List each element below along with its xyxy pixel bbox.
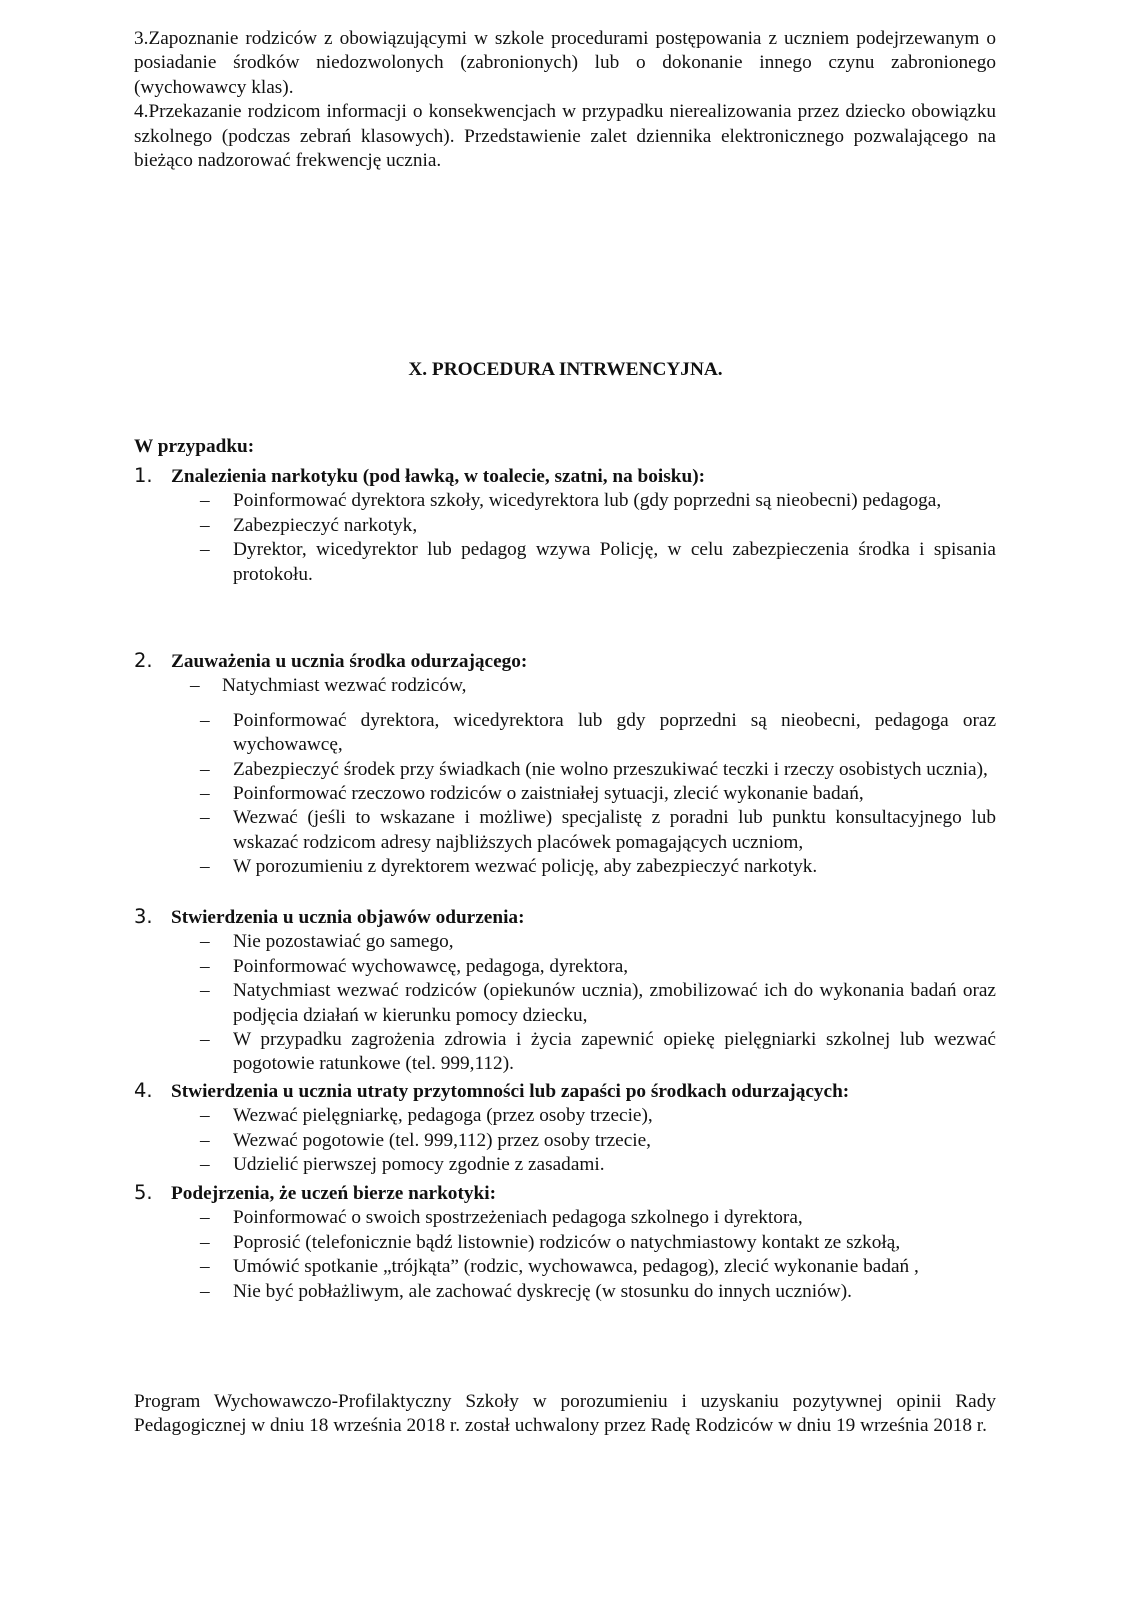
dash-bullet: – bbox=[200, 1207, 210, 1229]
procedure-step bbox=[134, 758, 996, 782]
procedure-step bbox=[134, 1231, 996, 1255]
procedure-step bbox=[134, 1028, 996, 1077]
procedure-number: 5. bbox=[134, 1181, 153, 1204]
step-text: W porozumieniu z dyrektorem wezwać policję, aby zabezpieczyć narkotyk. bbox=[233, 856, 818, 878]
procedure-number: 3. bbox=[134, 905, 153, 928]
dash-bullet: – bbox=[200, 1105, 210, 1127]
procedure-title: Zauważenia u ucznia środka odurzającego: bbox=[171, 651, 528, 672]
dash-bullet: – bbox=[200, 1256, 210, 1278]
procedure-item-5 bbox=[134, 1182, 996, 1304]
dash-bullet: – bbox=[190, 675, 200, 697]
step-text: Zabezpieczyć narkotyk, bbox=[233, 514, 418, 536]
procedure-number: 4. bbox=[134, 1079, 153, 1102]
procedure-step bbox=[134, 782, 996, 806]
dash-bullet: – bbox=[200, 1154, 210, 1176]
procedure-heading bbox=[134, 650, 996, 674]
procedure-step bbox=[134, 489, 996, 513]
procedure-number: 1. bbox=[134, 464, 153, 487]
procedure-step bbox=[134, 709, 996, 758]
procedure-step bbox=[134, 1255, 996, 1279]
procedure-step bbox=[134, 855, 996, 879]
procedure-steps bbox=[134, 1206, 996, 1304]
procedure-step bbox=[134, 514, 996, 538]
step-text: Udzielić pierwszej pomocy zgodnie z zasadami. bbox=[233, 1154, 605, 1176]
procedure-step bbox=[134, 1280, 996, 1304]
procedure-step bbox=[134, 674, 996, 698]
dash-bullet: – bbox=[200, 1280, 210, 1302]
dash-bullet: – bbox=[200, 758, 210, 780]
procedure-title: Stwierdzenia u ucznia objawów odurzenia: bbox=[171, 907, 525, 928]
procedure-item-4 bbox=[134, 1080, 996, 1178]
section-lead: W przypadku: bbox=[134, 436, 255, 457]
procedure-step bbox=[134, 806, 996, 855]
procedure-item-2 bbox=[134, 650, 996, 880]
dash-bullet: – bbox=[200, 783, 210, 805]
step-text: Poprosić (telefonicznie bądź listownie) rodziców o natychmiastowy kontakt ze szkołą, bbox=[233, 1231, 901, 1253]
procedure-step bbox=[134, 979, 996, 1028]
procedure-title: Podejrzenia, że uczeń bierze narkotyki: bbox=[171, 1183, 497, 1204]
dash-bullet: – bbox=[200, 1029, 210, 1051]
step-text: Poinformować wychowawcę, pedagoga, dyrektora, bbox=[233, 955, 629, 977]
dash-bullet: – bbox=[200, 1231, 210, 1253]
step-text: Natychmiast wezwać rodziców, bbox=[222, 675, 467, 697]
procedure-step bbox=[134, 1206, 996, 1230]
procedure-step bbox=[134, 538, 996, 587]
procedure-title: Stwierdzenia u ucznia utraty przytomności lub zapaści po środkach odurzających: bbox=[171, 1081, 850, 1102]
intro-paragraph-4: 4.Przekazanie rodzicom informacji o konsekwencjach w przypadku nierealizowania przez dziecko obowiązku szkolnego (podczas zebrań klasowych). Przedstawienie zalet dziennika elektronicznego pozwalającego na bieżąco nadzorować frekwencję ucznia. bbox=[134, 101, 996, 172]
dash-bullet: – bbox=[200, 856, 210, 878]
dash-bullet: – bbox=[200, 931, 210, 953]
procedure-steps bbox=[134, 930, 996, 1076]
procedure-steps bbox=[134, 1104, 996, 1177]
step-text: Umówić spotkanie „trójkąta” (rodzic, wychowawca, pedagog), zlecić wykonanie badań , bbox=[233, 1256, 919, 1278]
step-text: Zabezpieczyć środek przy świadkach (nie wolno przeszukiwać teczki i rzeczy osobistych ucznia), bbox=[233, 758, 988, 780]
procedure-item-1 bbox=[134, 465, 996, 587]
intro-block bbox=[134, 27, 996, 173]
step-text: Poinformować o swoich spostrzeżeniach pedagoga szkolnego i dyrektora, bbox=[233, 1207, 803, 1229]
procedure-steps bbox=[134, 674, 996, 879]
procedure-step bbox=[134, 955, 996, 979]
step-text: Poinformować rzeczowo rodziców o zaistniałej sytuacji, zlecić wykonanie badań, bbox=[233, 783, 864, 805]
procedure-title: Znalezienia narkotyku (pod ławką, w toalecie, szatni, na boisku): bbox=[171, 466, 706, 487]
procedure-item-3 bbox=[134, 906, 996, 1077]
procedure-steps bbox=[134, 489, 996, 587]
procedure-heading bbox=[134, 1182, 996, 1206]
procedure-step bbox=[134, 1153, 996, 1177]
dash-bullet: – bbox=[200, 709, 210, 731]
dash-bullet: – bbox=[200, 955, 210, 977]
footer-approval-note: Program Wychowawczo-Profilaktyczny Szkoły w porozumieniu i uzyskaniu pozytywnej opinii Rady Pedagogicznej w dniu 18 września 2018 r. został uchwalony przez Radę Rodziców w dniu 19 września 2018 r. bbox=[134, 1391, 996, 1437]
procedure-number: 2. bbox=[134, 649, 153, 672]
procedure-step bbox=[134, 930, 996, 954]
step-text: Poinformować dyrektora szkoły, wicedyrektora lub (gdy poprzedni są nieobecni) pedagoga, bbox=[233, 490, 942, 512]
step-text: Poinformować dyrektora, wicedyrektora lub gdy poprzedni są nieobecni, pedagoga oraz wychowawcę, bbox=[233, 709, 996, 756]
dash-bullet: – bbox=[200, 980, 210, 1002]
step-text: Wezwać pielęgniarkę, pedagoga (przez osoby trzecie), bbox=[233, 1105, 653, 1127]
procedure-heading bbox=[134, 465, 996, 489]
step-text: Wezwać pogotowie (tel. 999,112) przez osoby trzecie, bbox=[233, 1129, 652, 1151]
dash-bullet: – bbox=[200, 1129, 210, 1151]
intro-paragraph-3: 3.Zapoznanie rodziców z obowiązującymi w szkole procedurami postępowania z uczniem podejrzewanym o posiadanie środków niedozwolonych (zabronionych) lub o dokonanie innego czynu zabronionego (wychowawcy klas). bbox=[134, 28, 996, 98]
procedure-step bbox=[134, 1129, 996, 1153]
dash-bullet: – bbox=[200, 490, 210, 512]
step-text: Natychmiast wezwać rodziców (opiekunów ucznia), zmobilizować ich do wykonania badań oraz podjęcia działań w kierunku pomocy dziecku, bbox=[233, 980, 996, 1026]
step-text: Wezwać (jeśli to wskazane i możliwe) specjalistę z poradni lub punktu konsultacyjnego lub wskazać rodzicom adresy najbliższych placówek pomagających uczniom, bbox=[233, 807, 996, 853]
dash-bullet: – bbox=[200, 539, 210, 561]
procedure-heading bbox=[134, 906, 996, 930]
section-title: X. PROCEDURA INTRWENCYJNA. bbox=[408, 359, 723, 380]
step-text: Dyrektor, wicedyrektor lub pedagog wzywa Policję, w celu zabezpieczenia środka i spisania protokołu. bbox=[233, 539, 996, 585]
step-text: W przypadku zagrożenia zdrowia i życia zapewnić opiekę pielęgniarki szkolnej lub wezwać pogotowie ratunkowe (tel. 999,112). bbox=[233, 1029, 996, 1075]
procedure-step bbox=[134, 1104, 996, 1128]
step-text: Nie być pobłażliwym, ale zachować dyskrecję (w stosunku do innych uczniów). bbox=[233, 1280, 852, 1302]
step-text: Nie pozostawiać go samego, bbox=[233, 931, 454, 953]
dash-bullet: – bbox=[200, 807, 210, 829]
procedure-heading bbox=[134, 1080, 996, 1104]
dash-bullet: – bbox=[200, 514, 210, 536]
